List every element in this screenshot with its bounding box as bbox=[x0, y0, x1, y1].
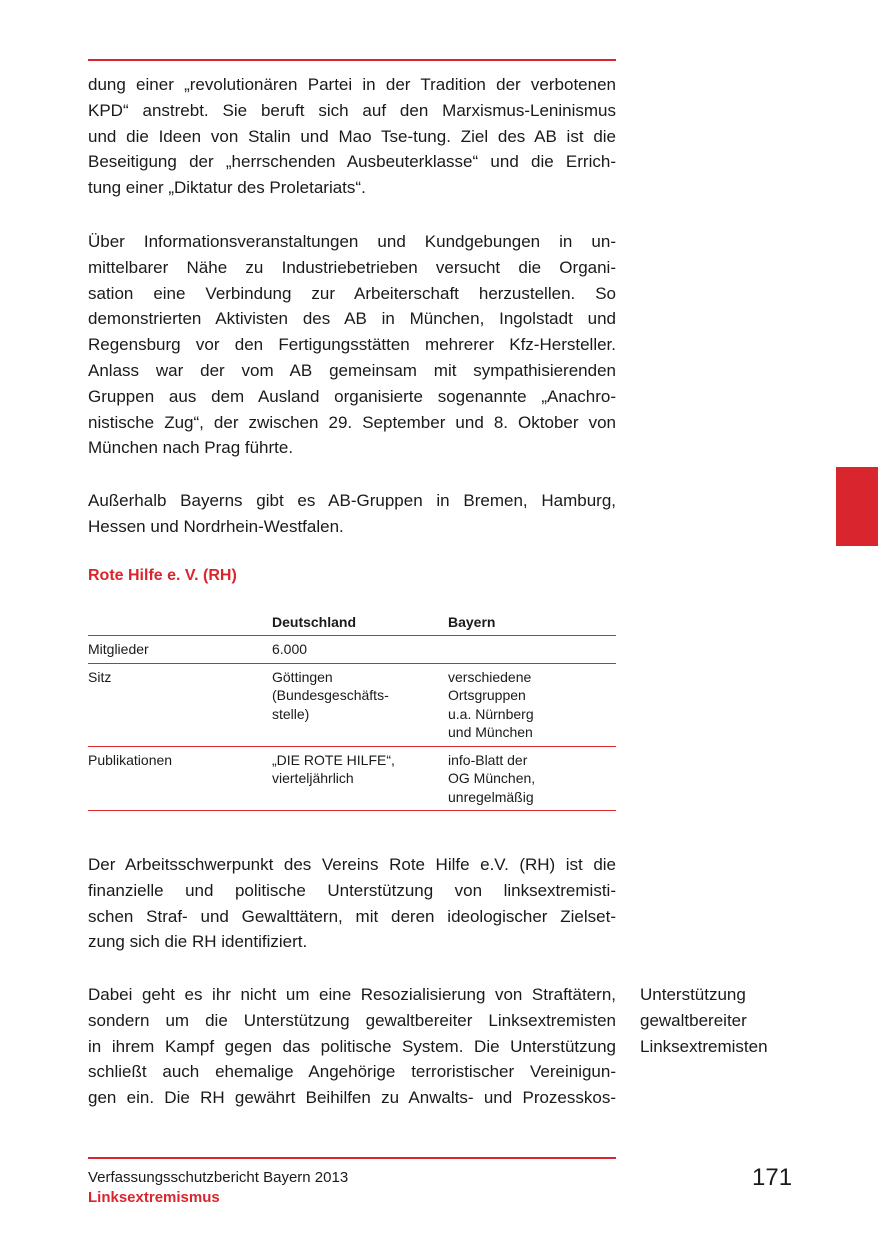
paragraph-1 bbox=[88, 72, 616, 201]
table-row bbox=[88, 746, 616, 811]
cell-line: stelle) bbox=[272, 705, 310, 722]
table-header-cell: Deutschland bbox=[272, 614, 357, 630]
row-label: Publikationen bbox=[88, 751, 173, 768]
text-line: sation eine Verbindung zur Arbeiterschaft herzustellen. So bbox=[88, 283, 616, 303]
text-line: und die Ideen von Stalin und Mao Tse-tung. Ziel des AB ist die bbox=[88, 126, 616, 146]
margin-note-line: gewaltbereiter bbox=[640, 1010, 747, 1030]
paragraph-3 bbox=[88, 488, 616, 540]
text-line: sondern um die Unterstützung gewaltbereiter Linksextremisten bbox=[88, 1010, 616, 1030]
table-header-row bbox=[88, 611, 616, 636]
top-rule bbox=[88, 59, 616, 61]
deutschland-cell bbox=[272, 636, 448, 664]
footer-section-name: Linksextremismus bbox=[88, 1189, 220, 1206]
text-line: Dabei geht es ihr nicht um eine Resozialisierung von Straftätern, bbox=[88, 985, 616, 1004]
text-line: schen Straf- und Gewalttätern, mit deren ideologischer Zielset- bbox=[88, 906, 616, 926]
cell-line: OG München, bbox=[448, 770, 536, 786]
text-line: Anlass war der vom AB gemeinsam mit sympathisierenden bbox=[88, 360, 616, 380]
cell-line: vierteljährlich bbox=[272, 770, 354, 786]
table-row bbox=[88, 663, 616, 746]
deutschland-cell bbox=[272, 746, 448, 811]
text-line: tung einer „Diktatur des Proletariats“. bbox=[88, 178, 366, 198]
bayern-cell bbox=[448, 746, 616, 811]
cell-line: „DIE ROTE HILFE“, bbox=[272, 751, 395, 768]
section-heading: Rote Hilfe e. V. (RH) bbox=[88, 567, 237, 584]
text-line: Der Arbeitsschwerpunkt des Vereins Rote Hilfe e.V. (RH) ist die bbox=[88, 855, 616, 874]
cell-line: unregelmäßig bbox=[448, 788, 534, 805]
text-line: zung sich die RH identifiziert. bbox=[88, 932, 308, 952]
text-line: nistische Zug“, der zwischen 29. September und 8. Oktober von bbox=[88, 412, 616, 432]
cell-line: Göttingen bbox=[272, 668, 333, 685]
margin-note-line: Linksextremisten bbox=[640, 1036, 768, 1056]
deutschland-cell bbox=[272, 663, 448, 746]
text-line: Außerhalb Bayerns gibt es AB-Gruppen in Bremen, Hamburg, bbox=[88, 491, 616, 510]
bayern-cell bbox=[448, 663, 616, 746]
chapter-tab-marker bbox=[836, 467, 878, 546]
text-line: Beseitigung der „herrschenden Ausbeuterklasse“ und die Errich- bbox=[88, 152, 616, 172]
text-line: München nach Prag führte. bbox=[88, 438, 294, 458]
text-line: in ihrem Kampf gegen das politische System. Die Unterstützung bbox=[88, 1036, 616, 1056]
text-line: dung einer „revolutionären Partei in der Tradition der verbotenen bbox=[88, 75, 616, 94]
table-row bbox=[88, 636, 616, 664]
cell-line: (Bundesgeschäfts- bbox=[272, 687, 389, 703]
text-line: mittelbarer Nähe zu Industriebetrieben versucht die Organi- bbox=[88, 257, 616, 277]
text-line: KPD“ anstrebt. Sie beruft sich auf den Marxismus-Leninismus bbox=[88, 100, 616, 120]
cell-line: u.a. Nürnberg bbox=[448, 705, 534, 722]
text-line: demonstrierten Aktivisten des AB in München, Ingolstadt und bbox=[88, 309, 616, 329]
footer-rule bbox=[88, 1157, 616, 1159]
cell-line: 6.000 bbox=[272, 641, 308, 657]
membership-table bbox=[88, 611, 616, 811]
text-line: gen ein. Die RH gewährt Beihilfen zu Anwalts- und Prozesskos- bbox=[88, 1088, 616, 1108]
paragraph-5 bbox=[88, 982, 616, 1111]
bayern-cell bbox=[448, 636, 616, 664]
cell-line: und München bbox=[448, 724, 533, 740]
margin-note bbox=[640, 982, 768, 1059]
cell-line: Ortsgruppen bbox=[448, 687, 526, 703]
table-header-cell: Bayern bbox=[448, 614, 496, 630]
cell-line: verschiedene bbox=[448, 668, 532, 685]
text-line: finanzielle und politische Unterstützung von linksextremisti- bbox=[88, 880, 616, 900]
text-line: schließt auch ehemalige Angehörige terroristischer Vereinigun- bbox=[88, 1062, 616, 1082]
page-number: 171 bbox=[752, 1164, 793, 1191]
margin-note-line: Unterstützung bbox=[640, 985, 746, 1004]
table-header-cell bbox=[88, 611, 272, 636]
paragraph-2 bbox=[88, 229, 616, 461]
cell-line: info-Blatt der bbox=[448, 751, 528, 768]
paragraph-4 bbox=[88, 852, 616, 955]
footer-report-title: Verfassungsschutzbericht Bayern 2013 bbox=[88, 1169, 349, 1186]
row-label: Sitz bbox=[88, 668, 112, 685]
text-line: Gruppen aus dem Ausland organisierte sogenannte „Anachro- bbox=[88, 386, 616, 406]
text-line: Über Informationsveranstaltungen und Kundgebungen in un- bbox=[88, 232, 616, 251]
text-line: Regensburg vor den Fertigungsstätten mehrerer Kfz-Hersteller. bbox=[88, 335, 616, 355]
row-label: Mitglieder bbox=[88, 641, 149, 657]
text-line: Hessen und Nordrhein-Westfalen. bbox=[88, 516, 344, 536]
